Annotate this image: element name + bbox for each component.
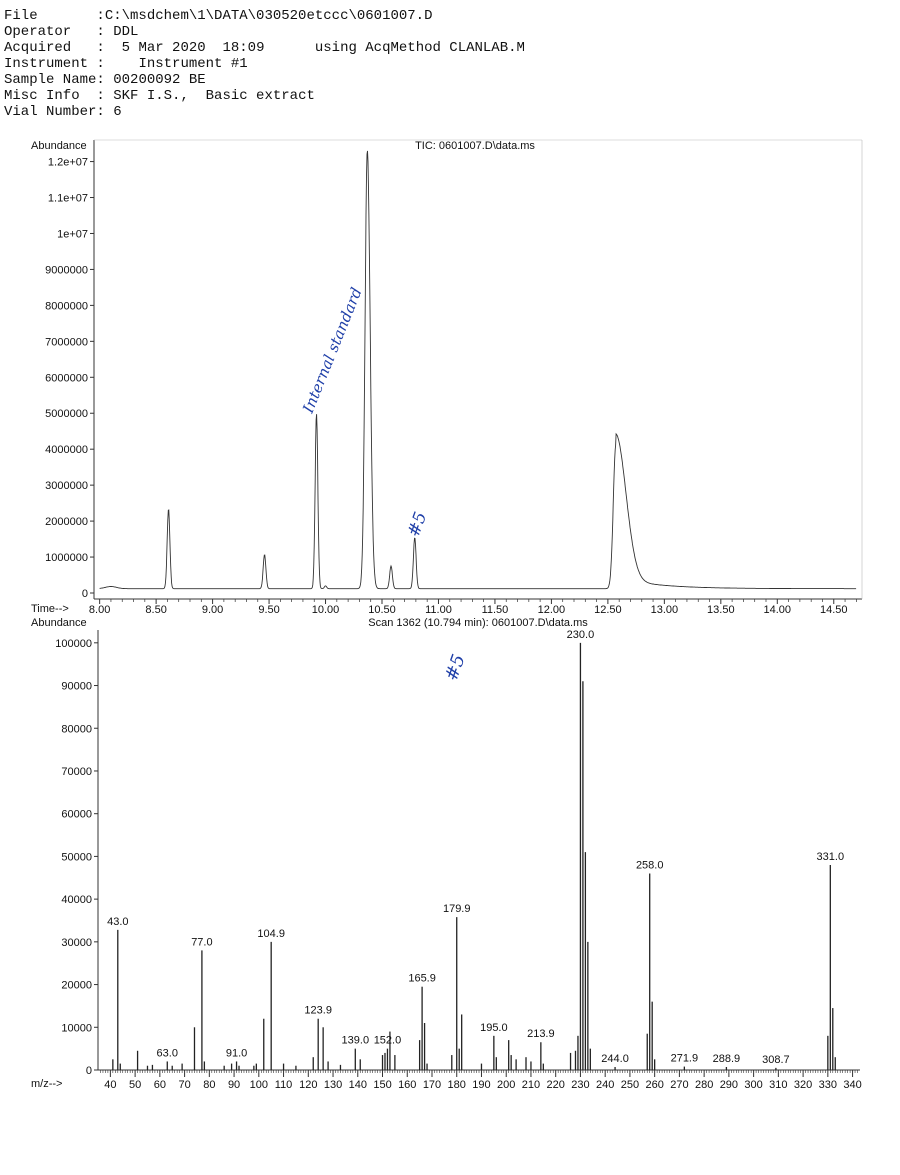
tic-x-tick-label: 10.50 [368,604,396,616]
ms-peak-label: 271.9 [670,1052,699,1065]
ms-x-axis [98,1070,862,1091]
ms-x-tick-label: 60 [153,1079,166,1091]
ms-x-tick-label: 220 [546,1079,565,1091]
handwritten-peak-5-note-ms: #5 [440,651,470,684]
ms-y-tick-label: 30000 [61,936,92,949]
ms-x-tick-label: 310 [769,1079,788,1091]
ms-x-tick-label: 150 [373,1079,392,1091]
ms-x-tick-label: 300 [744,1079,763,1091]
ms-peak-label: 165.9 [408,972,436,985]
header-label: Misc Info [4,88,80,104]
ms-y-tick-label: 70000 [61,765,92,778]
header-label: Acquired [4,40,72,56]
header-value: Instrument #1 [138,56,248,72]
ms-x-tick-label: 110 [274,1079,293,1091]
tic-y-tick-label: 1.1e+07 [47,192,88,205]
ms-y-tick-label: 90000 [61,680,92,693]
ms-peak-label: 43.0 [107,915,129,928]
tic-ylabel: Abundance [31,140,87,152]
tic-x-tick-label: 8.00 [88,604,111,616]
ms-x-tick-label: 80 [203,1079,216,1091]
ms-y-tick-label: 40000 [61,894,92,907]
tic-y-tick-label: 6000000 [45,372,88,385]
ms-y-tick-label: 10000 [61,1022,92,1035]
tic-trace-line [100,151,857,589]
header-value: 6 [113,104,122,120]
tic-x-tick-label: 11.00 [425,604,452,616]
ms-peak-label: 139.0 [341,1034,370,1047]
header-separator: : [71,40,122,56]
tic-y-tick-label: 4000000 [45,444,88,457]
ms-x-tick-label: 90 [227,1079,241,1091]
ms-peak-label: 77.0 [191,936,213,949]
header-value: 5 Mar 2020 18:09 using AcqMethod CLANLAB.M [121,40,525,56]
ms-x-tick-label: 180 [447,1079,466,1091]
ms-x-tick-label: 210 [521,1079,541,1091]
ms-x-tick-label: 260 [645,1079,664,1091]
ms-y-tick-label: 60000 [61,808,92,821]
tic-x-tick-label: 10.00 [311,604,340,616]
tic-y-tick-label: 8000000 [45,300,88,313]
ms-peak-label: 308.7 [762,1053,790,1066]
ms-ylabel: Abundance [31,617,87,629]
header-value: C:\msdchem\1\DATA\030520etccc\0601007.D [104,8,433,24]
tic-y-tick-label: 7000000 [45,336,88,349]
tic-y-tick-label: 1e+07 [57,228,88,241]
ms-xlabel: m/z--> [31,1078,63,1090]
ms-peak-label: 152.0 [373,1034,402,1047]
ms-title: Scan 1362 (10.794 min): 0601007.D\data.ms [368,617,588,629]
tic-y-tick-label: 2000000 [45,516,88,529]
ms-peak-label: 258.0 [635,859,664,872]
ms-x-tick-label: 190 [472,1079,491,1091]
ms-x-tick-label: 250 [620,1079,640,1091]
tic-title: TIC: 0601007.D\data.ms [415,140,535,152]
ms-peak-label: 244.0 [601,1053,629,1066]
ms-y-tick-label: 100000 [55,637,92,650]
ms-peak-label: 331.0 [816,850,845,863]
header-separator: : [71,24,114,40]
ms-peak-label: 230.0 [566,628,595,641]
ms-y-tick-label: 0 [85,1065,92,1077]
ms-peak-label: 104.9 [257,927,285,940]
ms-peak-label: 91.0 [225,1047,248,1060]
ms-x-tick-label: 340 [843,1079,862,1091]
header-separator: : [37,8,105,24]
tic-x-tick-label: 12.50 [594,604,622,616]
header-separator: : [79,88,114,104]
ms-x-tick-label: 200 [497,1079,516,1091]
tic-x-tick-label: 14.00 [763,604,792,616]
tic-x-tick-label: 13.00 [650,604,679,616]
tic-x-axis [89,140,862,616]
tic-x-tick-label: 14.50 [819,604,848,616]
header-value: 00200092 BE [113,72,206,88]
tic-y-tick-label: 3000000 [45,480,88,493]
tic-y-tick-label: 5000000 [45,408,88,421]
ms-peak-label: 123.9 [304,1004,332,1017]
ms-x-tick-label: 230 [571,1079,590,1091]
ms-x-tick-label: 70 [178,1079,191,1091]
tic-y-tick-label: 1.2e+07 [47,156,88,169]
tic-x-tick-label: 9.50 [258,604,280,616]
header-label: Sample Name [4,72,97,88]
ms-peak-label: 195.0 [480,1021,508,1034]
ms-x-tick-label: 280 [694,1079,714,1091]
ms-y-tick-label: 80000 [61,723,92,736]
ms-x-tick-label: 40 [104,1079,117,1091]
ms-x-tick-label: 320 [793,1079,813,1091]
ms-x-tick-label: 100 [249,1079,268,1091]
header-label: Operator [4,24,72,40]
ms-x-tick-label: 160 [398,1079,417,1091]
ms-peak-label: 288.9 [712,1053,741,1066]
header-separator: : [96,72,114,88]
tic-x-tick-label: 13.50 [707,604,735,616]
ms-x-tick-label: 130 [323,1079,343,1091]
tic-y-axis [45,140,94,600]
tic-x-tick-label: 12.00 [537,604,566,616]
tic-y-tick-label: 0 [81,588,88,600]
handwritten-internal-standard-note: Internal standard [299,284,366,416]
ms-peak-label: 179.9 [442,903,471,916]
ms-x-tick-label: 290 [719,1079,739,1091]
ms-peak-label: 63.0 [156,1047,178,1060]
tic-y-tick-label: 9000000 [45,264,88,277]
tic-x-tick-label: 11.50 [481,604,509,616]
header-separator: : [88,56,139,72]
ms-x-tick-label: 120 [299,1079,318,1091]
tic-xlabel: Time--> [31,603,69,615]
ms-x-tick-label: 170 [422,1079,442,1091]
tic-y-tick-label: 1000000 [45,552,88,565]
ms-x-tick-label: 240 [595,1079,615,1091]
tic-x-tick-label: 9.00 [201,604,224,616]
header-label: Vial Number [4,104,97,120]
handwritten-peak-5-note-tic: #5 [403,509,432,540]
ms-x-tick-label: 140 [348,1079,367,1091]
ms-peak-label: 213.9 [527,1028,555,1041]
ms-y-tick-label: 50000 [61,851,92,864]
ms-y-tick-label: 20000 [61,979,92,992]
header-label: File [4,8,38,24]
ms-x-tick-label: 270 [670,1079,689,1091]
ms-bars [113,643,835,1070]
header-value: DDL [113,24,139,40]
ms-x-tick-label: 330 [818,1079,838,1091]
ms-peak-labels [107,629,844,1066]
header-separator: : [96,104,114,120]
header-label: Instrument [4,56,89,72]
header-value: SKF I.S., Basic extract [113,88,315,104]
ms-y-axis [55,630,98,1077]
tic-x-tick-label: 8.50 [145,604,167,616]
ms-x-tick-label: 50 [128,1079,142,1091]
